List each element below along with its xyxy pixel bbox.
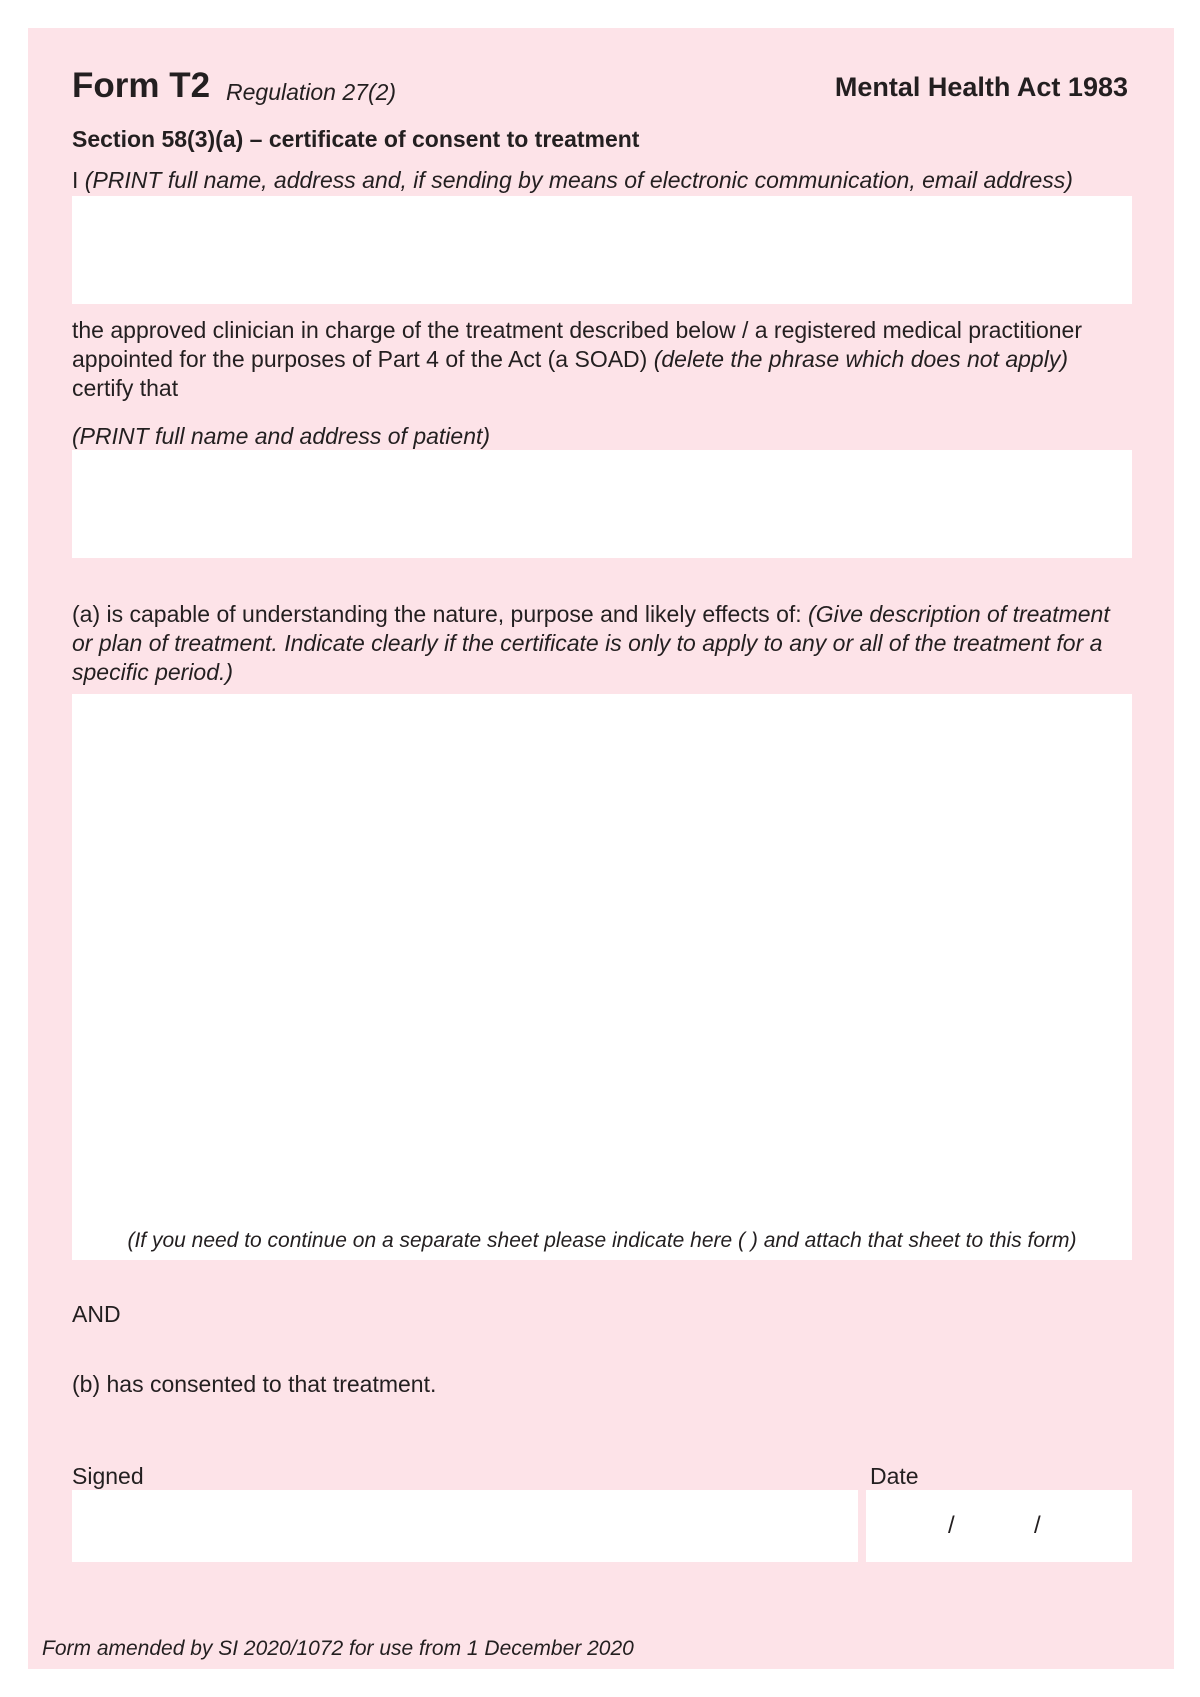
- signature-field[interactable]: [72, 1490, 858, 1562]
- continue-sheet-note: (If you need to continue on a separate sheet please indicate here ( ) and attach that sheet to this form): [127, 1229, 1077, 1252]
- section-title: Section 58(3)(a) – certificate of consent to treatment: [72, 126, 640, 152]
- clinician-lead: I: [72, 167, 79, 193]
- treatment-instruction: (Give description of treatment or plan of treatment. Indicate clearly if the certificate is only to apply to any or all of the treatment for a specific period.): [72, 601, 1110, 685]
- clinician-role-instruction: (delete the phrase which does not apply): [653, 346, 1068, 372]
- patient-instruction: (PRINT full name and address of patient): [72, 423, 491, 449]
- footer-note: Form amended by SI 2020/1072 for use from 1 December 2020: [42, 1637, 634, 1660]
- clinician-name-field[interactable]: [72, 196, 1132, 304]
- and-label: AND: [72, 1301, 121, 1327]
- clinician-instruction: [72, 166, 1073, 195]
- date-field[interactable]: [866, 1490, 1132, 1562]
- date-label: Date: [870, 1463, 919, 1489]
- date-separator-1: /: [948, 1512, 955, 1539]
- patient-name-field[interactable]: [72, 450, 1132, 558]
- clinician-role-tail: certify that: [72, 375, 179, 401]
- treatment-paragraph: [72, 600, 1132, 687]
- treatment-description-field[interactable]: [72, 694, 1132, 1260]
- clinician-instruction-text: (PRINT full name, address and, if sending by means of electronic communication, email address): [84, 167, 1073, 193]
- signed-label: Signed: [72, 1463, 144, 1489]
- clinician-role-paragraph: [72, 316, 1092, 403]
- date-separator-2: /: [1034, 1512, 1041, 1539]
- treatment-lead: (a) is capable of understanding the nature, purpose and likely effects of:: [72, 601, 802, 627]
- form-title: Form T2: [72, 66, 211, 105]
- regulation-label: Regulation 27(2): [226, 79, 397, 105]
- clinician-role-text: the approved clinician in charge of the treatment described below / a registered medical practitioner appointed for the purposes of Part 4 of the Act (a SOAD): [72, 317, 1083, 372]
- consent-statement: (b) has consented to that treatment.: [72, 1371, 437, 1397]
- act-title: Mental Health Act 1983: [834, 72, 1128, 102]
